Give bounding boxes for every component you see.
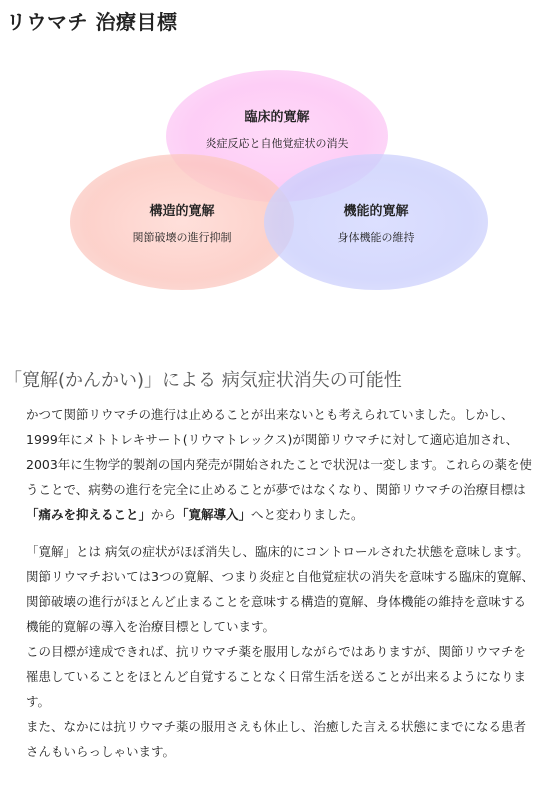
functional-remission-heading: 機能的寛解 — [343, 204, 409, 219]
structural-remission-heading: 構造的寛解 — [149, 204, 215, 219]
cure-line: また、なかには抗リウマチ薬の服用さえも休止し、治癒した言える状態にまでになる患者さんもいらっしゃいます。 — [26, 719, 527, 759]
article-body — [26, 402, 534, 776]
section-heading: 「寛解(かんかい)」による 病気症状消失の可能性 — [4, 370, 402, 391]
goal-line: この目標が達成できれば、抗リウマチ薬を服用しながらではありますが、関節リウマチを罹患していることをほとんど自覚することなく日常生活を送ることが出来るようになります。 — [26, 644, 527, 709]
history-text-b: から — [151, 507, 177, 522]
clinical-remission-description: 炎症反応と自他覚症状の消失 — [205, 137, 349, 150]
functional-remission-label — [264, 200, 488, 245]
structural-remission-description: 関節破壊の進行抑制 — [132, 231, 232, 244]
history-bold-pain: 「痛みを抑えること」 — [26, 507, 152, 522]
remission-definition-paragraph — [26, 539, 534, 764]
history-text-c: へと変わりました。 — [251, 507, 364, 522]
structural-remission-label — [70, 200, 294, 245]
remission-venn-diagram — [0, 70, 546, 300]
clinical-remission-label — [166, 106, 388, 151]
history-text-a: かつて関節リウマチの進行は止めることが出来ないとも考えられていました。しかし、1999年にメトトレキサート(リウマトレックス)が関節リウマチに対して適応追加され、2003年に生物学的製剤の国内発売が開始されたことで状況は一変します。これらの薬を使うことで、病勢の進行を完全に止めることが夢ではなくなり、関節リウマチの治療目標は — [26, 407, 532, 497]
definition-line: 「寛解」とは 病気の症状がほぼ消失し、臨床的にコントロールされた状態を意味します。関節リウマチおいては3つの寛解、つまり炎症と自他覚症状の消失を意味する臨床的寛解、関節破壊の進行がほとんど止まることを意味する構造的寛解、身体機能の維持を意味する機能的寛解の導入を治療目標としています。 — [26, 544, 534, 634]
history-bold-remission: 「寛解導入」 — [176, 507, 252, 522]
history-paragraph — [26, 402, 534, 527]
page-title: リウマチ 治療目標 — [6, 10, 178, 34]
functional-remission-description: 身体機能の維持 — [337, 231, 415, 244]
clinical-remission-heading: 臨床的寛解 — [244, 110, 310, 125]
